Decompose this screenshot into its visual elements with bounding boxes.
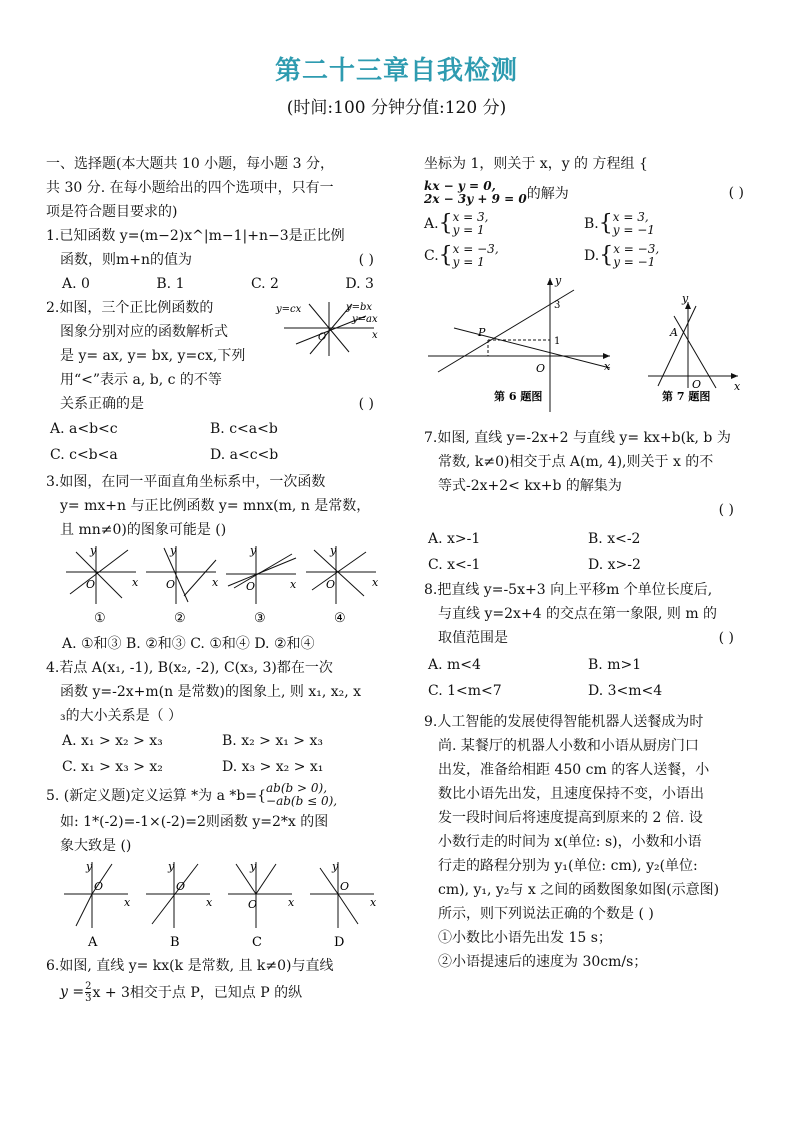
graph-label: B [170, 935, 180, 950]
line [256, 864, 276, 894]
point-p: P [478, 326, 486, 339]
line [234, 554, 292, 588]
x-label: x [212, 576, 219, 589]
q5-graph-d [310, 860, 377, 950]
option-a[interactable]: A. x>-1 [428, 531, 481, 547]
q3-graph-2 [146, 544, 219, 626]
origin-label: O [326, 578, 336, 591]
q8-options [424, 652, 754, 678]
q7-options [424, 552, 754, 578]
q2-stem-text: 关系正确的是 [60, 396, 144, 412]
q9-line: 所示，则下列说法正确的个数是 ( ) [438, 906, 654, 922]
q7-paren-row [424, 498, 754, 522]
figure-caption: 第 6 题图 [494, 390, 543, 403]
q9-line: 9.人工智能的发展使得智能机器人送餐成为时 [424, 714, 704, 730]
q1-stem [46, 248, 394, 272]
q5-cases [266, 782, 337, 808]
option-c[interactable]: C. x<-1 [428, 557, 481, 573]
option-b[interactable] [584, 211, 655, 237]
x-label: x [370, 896, 377, 909]
option-b[interactable]: B. 1 [156, 276, 185, 292]
x-label: x [290, 578, 297, 591]
answer-paren: ( ) [718, 630, 734, 646]
option-d[interactable]: D. 3<m<4 [588, 683, 663, 699]
origin-label: O [246, 580, 256, 593]
q6-stem: 坐标为 1，则关于 x，y 的 方程组 { [424, 156, 648, 172]
q8-stem [424, 626, 754, 650]
label-cx: y=cx [276, 304, 302, 315]
option-letter: C. [424, 248, 439, 264]
q5-stem: 如: 1*(-2)=-1×(-2)=2则函数 y=2*x 的图 [60, 814, 329, 830]
graph-label: ② [174, 611, 186, 626]
eq: x = 3, [452, 210, 489, 224]
section-heading: 一、选择题(本大题共 10 小题，每小题 3 分， [46, 156, 334, 172]
y-label: y [330, 544, 337, 557]
q2-stem: 用“<”表示 a, b, c 的不等 [60, 372, 222, 388]
q9-block [424, 710, 754, 974]
q6-options [424, 240, 754, 272]
q8-stem: 8.把直线 y=-5x+3 向上平移m 个单位长度后, [424, 582, 713, 598]
y-label: y [86, 860, 93, 873]
q4-stem: 函数 y=-2x+m(n 是常数)的图象上, 则 x₁, x₂, x [60, 684, 362, 700]
option-b[interactable]: B. x<-2 [588, 531, 641, 547]
q3-graph-1 [66, 544, 139, 626]
arrow [731, 373, 738, 379]
q7-stem: 等式-2x+2< kx+b 的解集为 [438, 478, 622, 494]
q1-stem: 1.已知函数 y=(m−2)x^|m−1|+n−3是正比例 [46, 228, 345, 244]
page-subtitle: (时间:100 分钟分值:120 分) [286, 98, 507, 118]
option-b[interactable]: B. m>1 [588, 657, 642, 673]
case-2: −ab(b ≤ 0), [266, 794, 338, 808]
equation-2: 2x − 3y + 9 = 0 [424, 192, 527, 206]
page-title: 第二十三章自我检测 [274, 56, 518, 86]
x-label: x [132, 576, 139, 589]
option-d[interactable]: D. x₃ > x₂ > x₁ [222, 759, 324, 775]
option-system: { x = 3, y = 1 [438, 210, 489, 237]
origin-label: O [176, 880, 186, 893]
origin-label: O [340, 880, 350, 893]
y-label: y [250, 544, 257, 557]
section-heading: 项是符合题目要求的) [46, 204, 178, 220]
origin-label: O [536, 362, 546, 375]
q6-stem-text: 的解为 [526, 186, 569, 202]
line-kx-b [658, 306, 696, 386]
x-label: x [124, 896, 131, 909]
q7-stem: 7.如图, 直线 y=-2x+2 与直线 y= kx+b(k, b 为 [424, 430, 731, 446]
arrow [547, 278, 553, 285]
eq: y = −1 [612, 223, 655, 237]
q5-stem [46, 780, 394, 810]
option-c[interactable]: C. 2 [250, 276, 279, 292]
origin-label: O [318, 332, 327, 343]
case-1: ab(b > 0), [266, 781, 328, 795]
label-ax: y=ax [352, 314, 378, 325]
option-system: { x = −3, y = 1 [438, 242, 499, 269]
line [312, 552, 366, 590]
q2-stem: 2.如图，三个正比例函数的 [46, 300, 214, 316]
q2-stem [46, 392, 394, 416]
fraction-num: 2 [85, 980, 92, 992]
q9-line: 尚. 某餐厅的机器人小数和小语从厨房门口 [438, 738, 699, 754]
q1-stem-text: 函数，则m+n的值为 [60, 252, 193, 268]
q3-options[interactable]: A. ①和③ B. ②和③ C. ①和④ D. ②和④ [62, 636, 315, 652]
q6-system [424, 178, 754, 208]
option-a[interactable] [424, 211, 584, 237]
option-b[interactable]: B. c<a<b [210, 421, 278, 437]
q9-line: 发一段时间后将速度提高到原来的 2 倍. 设 [438, 810, 703, 826]
y-label: y [90, 544, 97, 557]
q7-options [424, 526, 754, 552]
q3-graph-4 [306, 544, 379, 626]
option-system: { x = −3, y = −1 [599, 242, 660, 269]
y-label: y [168, 860, 175, 873]
q9-line: 出发，准备给相距 450 cm 的客人送餐，小 [438, 762, 710, 778]
option-d[interactable]: D. 3 [345, 276, 374, 292]
figure-7 [648, 292, 741, 403]
q2-options [46, 416, 394, 442]
eq: x = −3, [613, 242, 660, 256]
option-letter: B. [584, 216, 599, 232]
q6-stem: 6.如图, 直线 y= kx(k 是常数, 且 k≠0)与直线 [46, 958, 334, 974]
q3-figures [46, 542, 394, 628]
q8-options [424, 678, 754, 704]
point-a: A [670, 326, 678, 339]
eq: y = 1 [452, 223, 485, 237]
q2-stem: 图象分别对应的函数解析式 [60, 324, 228, 340]
right-column [424, 152, 754, 974]
q6-expr-y: y = [60, 984, 85, 1000]
eq: y = 1 [452, 255, 485, 269]
option-a[interactable]: A. x₁ > x₂ > x₃ [62, 733, 163, 749]
option-b[interactable]: B. x₂ > x₁ > x₃ [222, 733, 323, 749]
graph-label: ③ [254, 611, 266, 626]
q6-options [424, 208, 754, 240]
option-c[interactable]: C. x₁ > x₃ > x₂ [62, 759, 163, 775]
figures-6-7 [424, 272, 754, 422]
q9-statement-2: ②小语提速后的速度为 30cm/s； [438, 954, 648, 970]
eq: x = −3, [452, 242, 499, 256]
eq: y = −1 [613, 255, 656, 269]
figure-6 [428, 274, 611, 412]
x-label: x [604, 360, 611, 373]
q6-stem [46, 978, 394, 1006]
q2-options [46, 442, 394, 468]
q3-stem: 3.如图，在同一平面直角坐标系中，一次函数 [46, 474, 326, 490]
q8-stem-text: 取值范围是 [438, 630, 508, 646]
graph-label: C [252, 935, 262, 950]
origin-label: O [692, 378, 702, 391]
line [314, 550, 364, 596]
option-c[interactable] [424, 243, 584, 269]
q4-stem: ₃的大小关系是（ ） [60, 708, 183, 724]
origin-label: O [166, 578, 176, 591]
q3-graph-3 [226, 544, 297, 626]
fraction [85, 981, 91, 1004]
line [76, 894, 92, 926]
left-column [46, 152, 394, 1006]
q6-stem-text: x + 3相交于点 P，已知点 P 的纵 [92, 985, 303, 1001]
option-system: { x = 3, y = −1 [598, 210, 655, 237]
option-a[interactable]: A. 0 [62, 276, 90, 292]
graph-label: ① [94, 611, 106, 626]
answer-paren: ( ) [358, 252, 374, 268]
option-letter: D. [584, 248, 600, 264]
origin-label: O [86, 578, 96, 591]
option-c[interactable]: C. c<b<a [50, 447, 118, 463]
q3-stem: 且 mn≠0)的图象可能是 () [60, 522, 227, 538]
x-label: x [206, 896, 213, 909]
q4-stem: 4.若点 A(x₁, -1), B(x₂, -2), C(x₃, 3)都在一次 [46, 660, 333, 676]
option-d[interactable]: D. x>-2 [588, 557, 641, 573]
x-label: x [734, 380, 741, 393]
graph-label: D [334, 935, 345, 950]
q9-statement-1: ①小数比小语先出发 15 s； [438, 930, 612, 946]
q1-options [46, 272, 394, 296]
option-a[interactable]: A. m<4 [428, 657, 481, 673]
tick-1: 1 [554, 336, 561, 347]
q8-stem: 与直线 y=2x+4 的交点在第一象限, 则 m 的 [438, 606, 718, 622]
y-label: y [170, 544, 177, 557]
label-bx: y=bx [346, 302, 373, 313]
option-c[interactable]: C. 1<m<7 [428, 683, 502, 699]
x-label: x [288, 896, 295, 909]
q5-figures [46, 858, 394, 950]
q9-line: 数比小语先出发，且速度保持不变，小语出 [438, 786, 704, 802]
section-heading: 共 30 分. 在每小题给出的四个选项中，只有一 [46, 180, 334, 196]
tick-3: 3 [554, 300, 561, 311]
q5-graph-b [146, 860, 213, 950]
x-label: x [372, 330, 378, 341]
option-d[interactable] [584, 243, 659, 269]
answer-paren: ( ) [358, 396, 374, 412]
fraction-den: 3 [85, 992, 92, 1004]
q3-stem: y= mx+n 与正比例函数 y= mnx(m, n 是常数， [60, 498, 371, 514]
q2-stem: 是 y= ax, y= bx, y=cx,下列 [60, 348, 246, 364]
y-label: y [555, 274, 562, 287]
q2-figure [274, 298, 394, 360]
q5-stem: 象大致是 () [60, 838, 132, 854]
equation-1: kx − y = 0, [424, 179, 496, 193]
q4-options [46, 728, 394, 754]
answer-paren: ( ) [718, 502, 734, 518]
arrow [603, 353, 610, 359]
y-label: y [682, 292, 689, 305]
option-letter: A. [424, 216, 439, 232]
y-label: y [250, 860, 257, 873]
origin-label: O [248, 898, 258, 911]
equation-system [424, 180, 527, 206]
eq: x = 3, [612, 210, 649, 224]
line [338, 894, 358, 924]
q5-graph-c [228, 860, 295, 950]
option-d[interactable]: D. a<c<b [210, 447, 279, 463]
line [76, 552, 122, 598]
figure-caption: 第 7 题图 [662, 390, 711, 403]
graph-label: ④ [334, 611, 346, 626]
q5-stem-text: 5. (新定义题)定义运算 *为 a *b={ [46, 788, 267, 804]
origin-label: O [94, 880, 104, 893]
q7-stem: 常数, k≠0)相交于点 A(m, 4),则关于 x 的不 [438, 454, 714, 470]
q5-graph-a [64, 860, 131, 950]
q2-block [46, 296, 394, 416]
q9-line: 行走的路程分别为 y₁(单位: cm), y₂(单位: [438, 858, 698, 874]
x-label: x [372, 576, 379, 589]
answer-paren: ( ) [728, 185, 744, 201]
option-a[interactable]: A. a<b<c [50, 421, 118, 437]
y-label: y [332, 860, 339, 873]
q9-line: cm), y₁, y₂与 x 之间的函数图象如图(示意图) [438, 882, 720, 898]
graph-label: A [88, 935, 98, 950]
q4-options [46, 754, 394, 780]
q9-line: 小数行走的时间为 x(单位: s)，小数和小语 [438, 834, 702, 850]
